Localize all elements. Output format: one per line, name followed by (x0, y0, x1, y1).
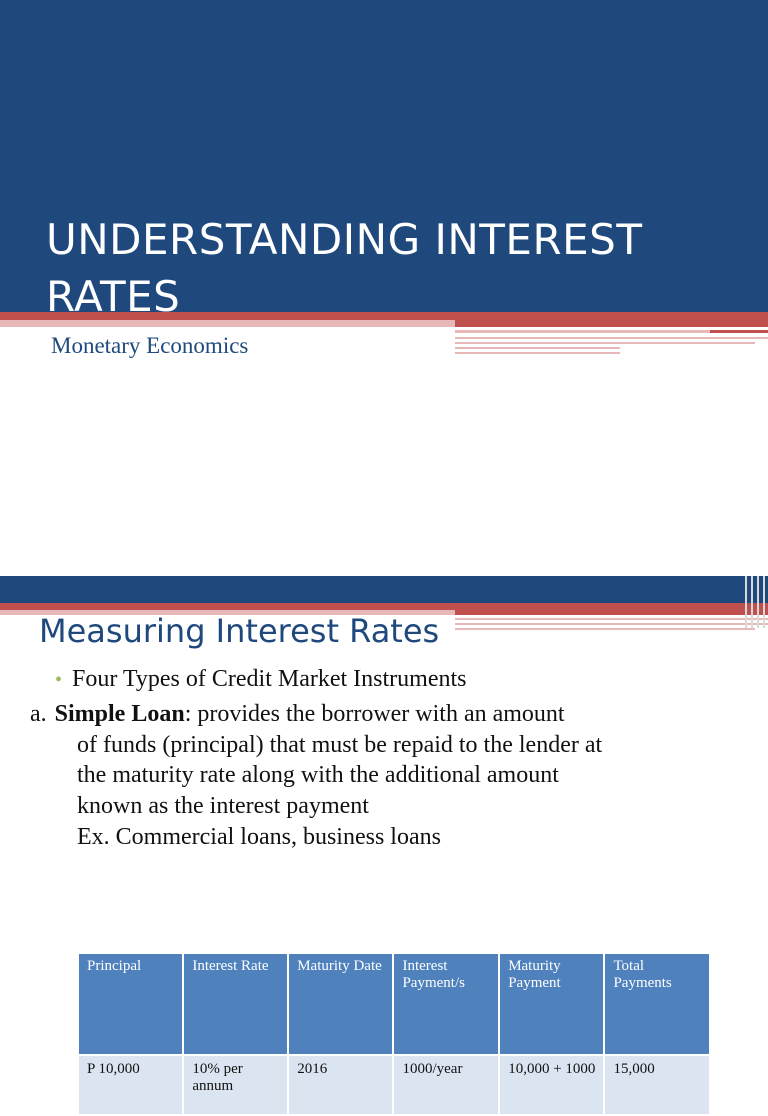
simple-loan-table (77, 952, 711, 1116)
decor-stripe (763, 576, 765, 628)
column-header: Principal (78, 953, 183, 1055)
column-header: Interest Rate (183, 953, 288, 1055)
definition-line: known as the interest payment (77, 792, 369, 819)
decor-stripe (455, 618, 768, 620)
decor-stripe (757, 576, 759, 628)
decor-stripe (0, 603, 768, 610)
presentation-subtitle: Monetary Economics (51, 333, 249, 358)
decor-stripe (455, 342, 755, 344)
item-term: Simple Loan (54, 701, 185, 727)
decor-stripe (455, 623, 768, 625)
decor-stripe (710, 330, 768, 333)
definition-line (30, 699, 720, 730)
decor-stripe (455, 330, 710, 333)
presentation-title: UNDERSTANDING INTEREST RATES (46, 215, 643, 321)
slide-title: Measuring Interest Rates (39, 612, 440, 650)
column-header: Maturity Date (288, 953, 393, 1055)
decor-stripe (751, 576, 753, 628)
table-cell: 15,000 (604, 1055, 710, 1115)
table-row (78, 1055, 710, 1115)
example-text: Ex. Commercial loans, business loans (77, 824, 441, 850)
column-header: Total Payments (604, 953, 710, 1055)
definition-text: : provides the borrower with an amount (184, 701, 565, 727)
decor-stripe (745, 576, 747, 628)
definition-line: the maturity rate along with the additional amount (77, 762, 559, 788)
table-cell: P 10,000 (78, 1055, 183, 1115)
table-cell: 10% per annum (183, 1055, 288, 1115)
bullet-item (55, 664, 467, 696)
table-cell: 1000/year (393, 1055, 499, 1115)
column-header: Interest Payment/s (393, 953, 499, 1055)
column-header: Maturity Payment (499, 953, 604, 1055)
decor-stripe (455, 628, 755, 630)
table-cell: 10,000 + 1000 (499, 1055, 604, 1115)
bullet-dot-icon: • (55, 669, 63, 691)
header-banner (0, 576, 768, 603)
decor-stripe (455, 610, 768, 615)
item-label: a. (30, 701, 47, 727)
decor-stripe (455, 337, 768, 339)
table-header-row (78, 953, 710, 1055)
definition-line: of funds (principal) that must be repaid to the lender at (77, 731, 603, 758)
decor-stripe (455, 347, 620, 349)
simple-loan-definition (30, 699, 720, 821)
bullet-text: Four Types of Credit Market Instruments (72, 666, 467, 692)
decor-stripe (455, 352, 620, 354)
table-cell: 2016 (288, 1055, 393, 1115)
content-slide (0, 576, 768, 1094)
